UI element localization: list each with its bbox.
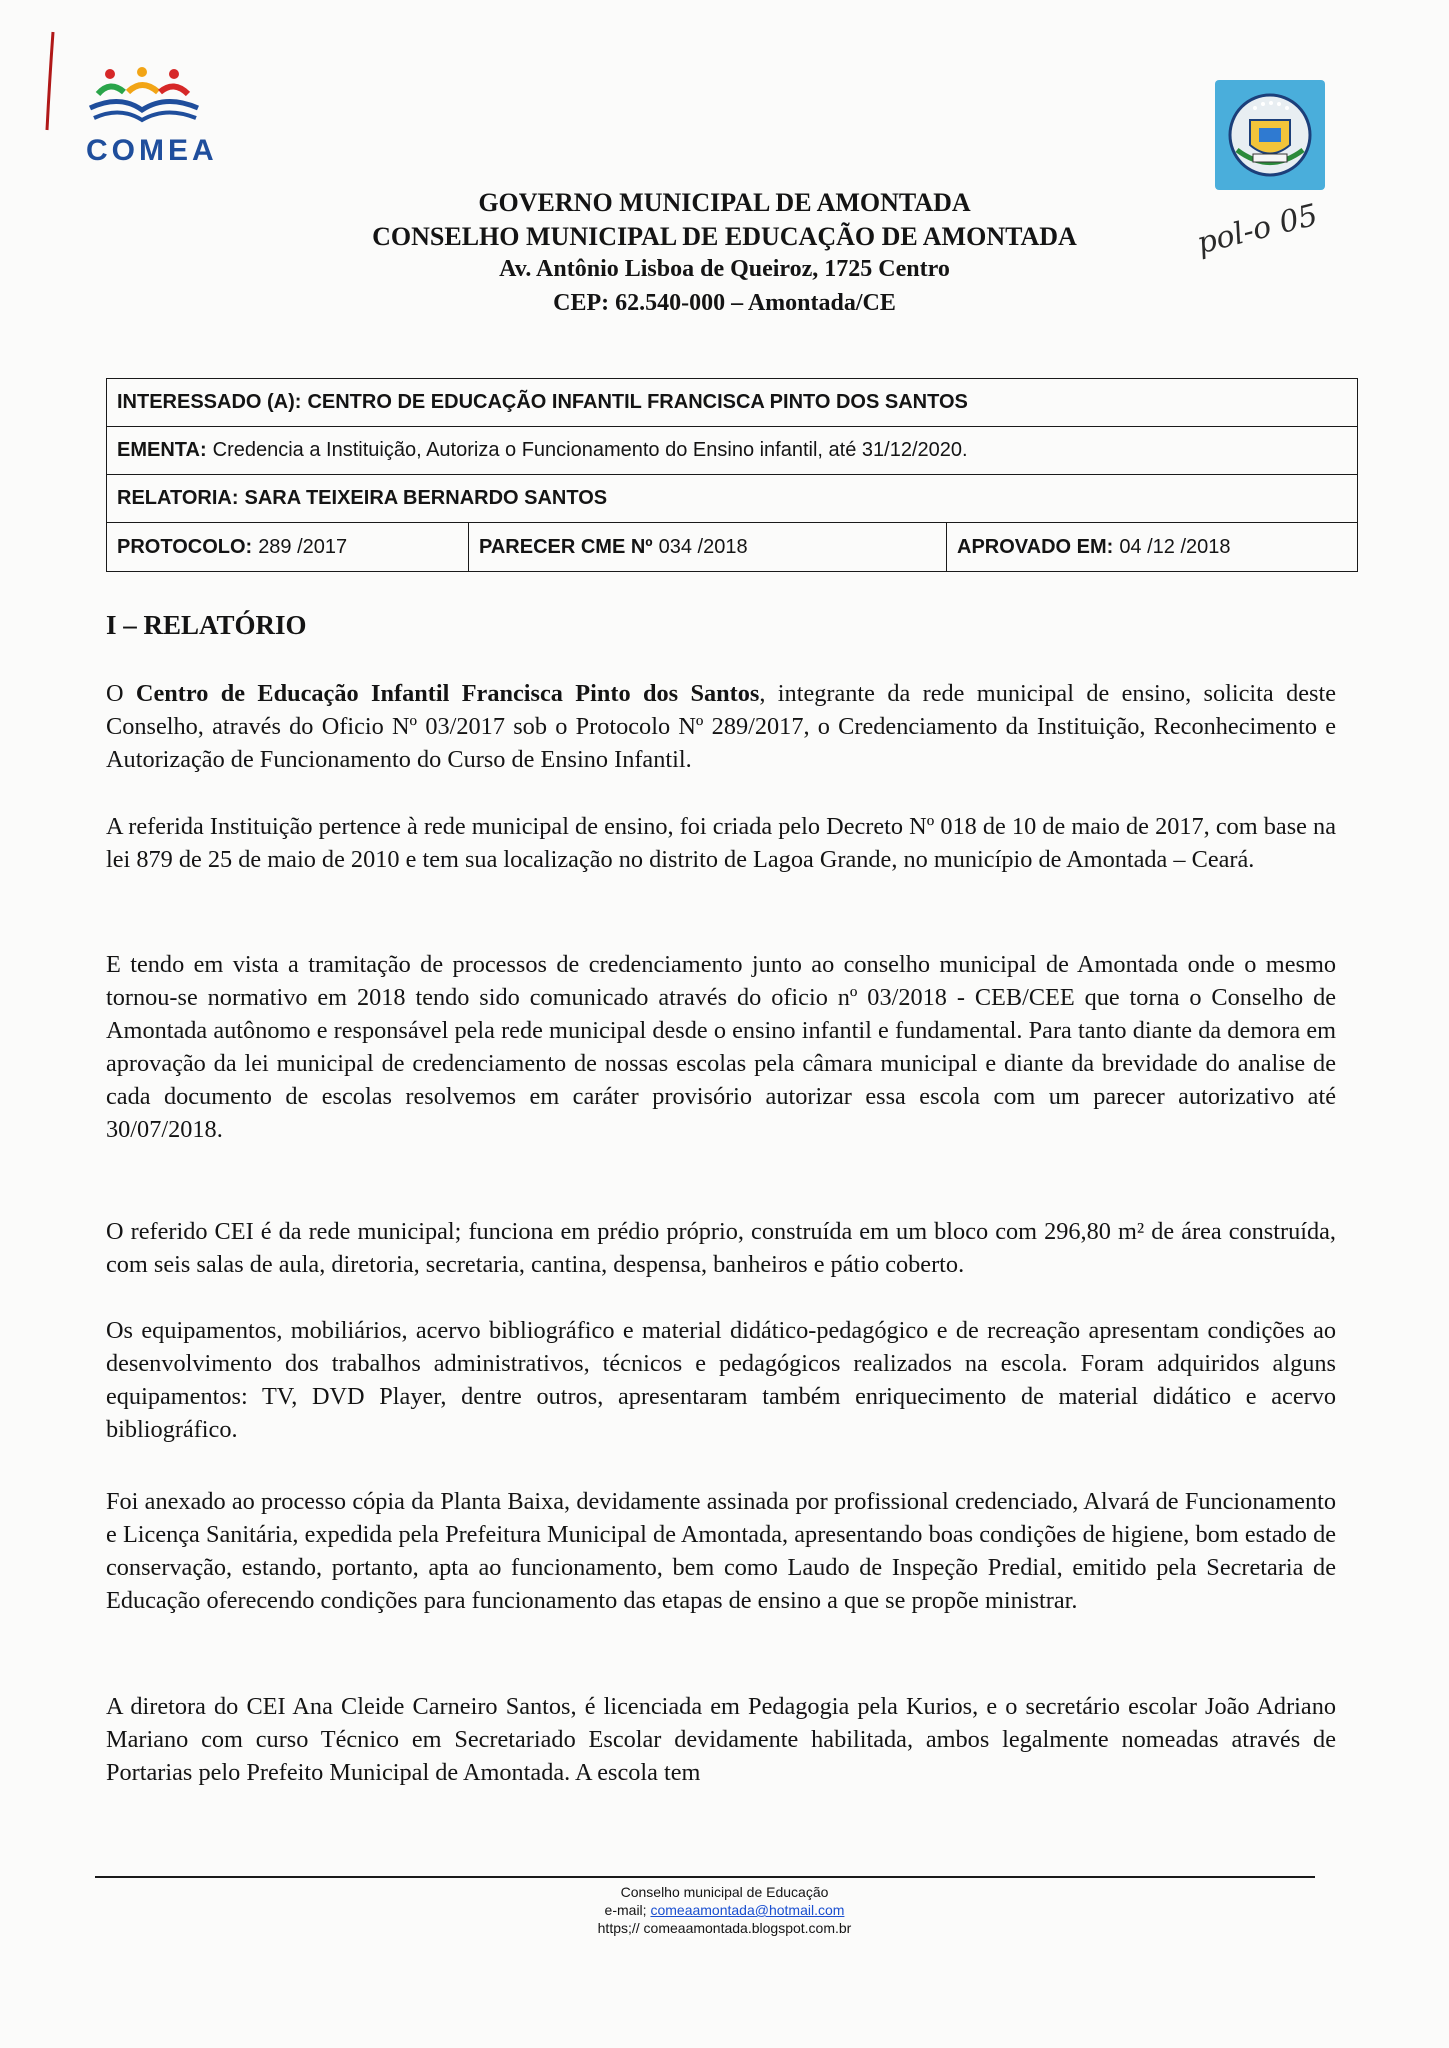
book-people-icon xyxy=(80,64,230,134)
p1-lead: O xyxy=(106,680,124,707)
aprovado-cell xyxy=(947,523,1357,571)
paragraph-7: A diretora do CEI Ana Cleide Carneiro Santos, é licenciada em Pedagogia pela Kurios, e o secretário escolar João Adriano Mariano com curso Técnico em Secretariado Escolar devidamente habilitada, ambos legalmente nomeadas através de Portarias pelo Prefeito Municipal de Amontada. A escola tem xyxy=(106,1693,1336,1786)
header-address: Av. Antônio Lisboa de Queiroz, 1725 Centro xyxy=(499,256,950,282)
header-line-2: CONSELHO MUNICIPAL DE EDUCAÇÃO DE AMONTADA xyxy=(372,222,1077,251)
p1-institution: Centro de Educação Infantil Francisca Pinto dos Santos xyxy=(135,680,760,707)
aprovado-label: APROVADO EM: xyxy=(957,535,1114,558)
header-cep: CEP: 62.540-000 – Amontada/CE xyxy=(553,290,896,316)
relatoria-row xyxy=(107,475,1357,523)
protocolo-value: 289 /2017 xyxy=(258,535,348,558)
relatoria-label: RELATORIA: xyxy=(117,487,239,509)
logo-brand-text: COMEA xyxy=(86,134,218,167)
section-title: I – RELATÓRIO xyxy=(106,610,307,640)
interessado-row xyxy=(107,379,1357,427)
parecer-value: 034 /2018 xyxy=(658,535,748,558)
interessado-value: CENTRO DE EDUCAÇÃO INFANTIL FRANCISCA PINTO DOS SANTOS xyxy=(307,391,968,413)
paragraph-2: A referida Instituição pertence à rede municipal de ensino, foi criada pelo Decreto Nº 018 de 10 de maio de 2017, com base na lei 879 de 25 de maio de 2010 e tem sua localização no distrito de Lagoa Grande, no município de Amontada – Ceará. xyxy=(106,813,1336,873)
comea-logo xyxy=(80,64,230,174)
footer-email-label: e-mail; xyxy=(604,1902,647,1918)
paragraph-3: E tendo em vista a tramitação de processos de credenciamento junto ao conselho municipal de Amontada onde o mesmo tornou-se normativo em 2018 tendo sido comunicado através do oficio nº 03/2018 - CEB/CEE que torna o Conselho de Amontada autônomo e responsável pela rede municipal desde o ensino infantil e fundamental. Para tanto diante da demora em aprovação da lei municipal de credenciamento de nossas escolas pela câmara municipal e diante da brevidade do analise de cada documento de escolas resolvemos em caráter provisório autorizar essa escola com um parecer autorizativo até 30/07/2018. xyxy=(106,951,1336,1143)
protocolo-label: PROTOCOLO: xyxy=(117,535,253,558)
parecer-label: PARECER CME Nº xyxy=(479,535,653,558)
protocol-row xyxy=(107,523,1357,571)
ementa-row xyxy=(107,427,1357,475)
paragraph-1 xyxy=(106,677,1336,776)
footer-council: Conselho municipal de Educação xyxy=(620,1884,829,1900)
relatoria-value: SARA TEIXEIRA BERNARDO SANTOS xyxy=(244,487,608,509)
ementa-label: EMENTA: xyxy=(117,439,207,461)
coat-of-arms-icon xyxy=(1215,80,1325,190)
paragraph-4: O referido CEI é da rede municipal; funciona em prédio próprio, construída em um bloco com 296,80 m² de área construída, com seis salas de aula, diretoria, secretaria, cantina, despensa, banheiros e pátio coberto. xyxy=(106,1218,1336,1278)
pen-mark xyxy=(35,30,65,140)
municipal-emblem xyxy=(1215,80,1325,190)
footer-site[interactable]: https;// comeaamontada.blogspot.com.br xyxy=(597,1920,852,1936)
interessado-label: INTERESSADO (A): xyxy=(117,391,302,413)
footer-email-link[interactable]: comeaamontada@hotmail.com xyxy=(650,1902,845,1918)
parecer-info-table xyxy=(106,378,1358,572)
footer-divider xyxy=(95,1876,1315,1878)
aprovado-value: 04 /12 /2018 xyxy=(1119,535,1231,558)
header-line-1: GOVERNO MUNICIPAL DE AMONTADA xyxy=(478,188,971,217)
paragraph-6: Foi anexado ao processo cópia da Planta Baixa, devidamente assinada por profissional credenciado, Alvará de Funcionamento e Licença Sanitária, expedida pela Prefeitura Municipal de Amontada, apresentando boas condições de higiene, bom estado de conservação, estando, portanto, apta ao funcionamento, bem como Laudo de Inspeção Predial, emitido pela Secretaria de Educação oferecendo condições para funcionamento das etapas de ensino a que se propõe ministrar. xyxy=(106,1488,1336,1614)
footer xyxy=(0,1883,1449,1937)
parecer-cell xyxy=(469,523,947,571)
paragraph-5: Os equipamentos, mobiliários, acervo bibliográfico e material didático-pedagógico e de recreação apresentam condições ao desenvolvimento dos trabalhos administrativos, técnicos e pedagógicos realizados na escola. Foram adquiridos alguns equipamentos: TV, DVD Player, dentre outros, apresentaram também enriquecimento de material didático e acervo bibliográfico. xyxy=(106,1317,1336,1443)
p1-body: , integrante da rede municipal de ensino, solicita deste Conselho, através do Oficio Nº 03/2017 sob o Protocolo Nº 289/2017, o Credenciamento da Instituição, Reconhecimento e Autorização de Funcionamento do Curso de Ensino Infantil. xyxy=(106,680,1336,773)
handwritten-page-note: pol-o 05 xyxy=(1193,197,1322,262)
ementa-value: Credencia a Instituição, Autoriza o Funcionamento do Ensino infantil, até 31/12/2020. xyxy=(212,439,968,461)
footer-email-line xyxy=(0,1901,1449,1919)
protocolo-cell xyxy=(107,523,469,571)
